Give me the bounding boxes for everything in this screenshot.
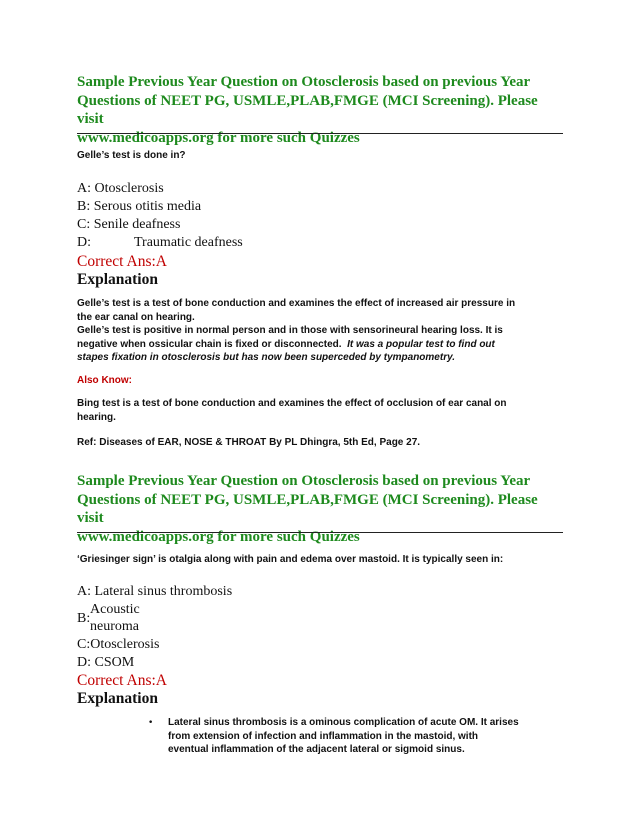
explanation-segment: negative when ossicular chain is fixed or disconnected. <box>77 338 342 350</box>
also-know-body <box>77 397 567 424</box>
option-c <box>77 636 159 654</box>
option-letter: C: <box>77 637 91 652</box>
option-text: Senile deafness <box>93 217 181 232</box>
quiz-header <box>77 73 567 147</box>
option-text <box>90 601 170 635</box>
explanation-italic: stapes fixation in otosclerosis but has now been superceded by tympanometry. <box>77 352 456 363</box>
option-letter: D: <box>77 235 91 250</box>
option-d <box>77 234 243 252</box>
header-line: Questions of NEET PG, USMLE,PLAB,FMGE (MCI Screening). Please visit <box>77 491 538 526</box>
header-divider <box>77 532 563 533</box>
option-letter: D: <box>77 655 91 670</box>
bullet-text <box>168 716 568 757</box>
header-line: Sample Previous Year Question on Otosclerosis based on previous Year <box>77 74 531 90</box>
explanation-line: Gelle’s test is a test of bone conduction and examines the effect of increased air pressure in <box>77 298 516 309</box>
option-text: Otosclerosis <box>94 181 164 196</box>
quiz-header <box>77 472 567 546</box>
explanation-heading: Explanation <box>77 690 158 707</box>
option-text: Lateral sinus thrombosis <box>94 584 233 599</box>
option-text-line: neuroma <box>90 619 139 634</box>
correct-answer: Correct Ans:A <box>77 672 167 689</box>
bullet-line: Lateral sinus thrombosis is a ominous complication of acute OM. It arises <box>168 717 519 728</box>
option-letter: A: <box>77 584 91 599</box>
option-letter: B: <box>77 199 91 214</box>
bullet-line: eventual inflammation of the adjacent lateral or sigmoid sinus. <box>168 744 465 755</box>
explanation-body <box>77 297 567 365</box>
explanation-italic: It was a popular test to find out <box>347 338 495 350</box>
option-letter: A: <box>77 181 91 196</box>
option-a <box>77 180 164 198</box>
bullet-line: from extension of infection and inflammation in the mastoid, with <box>168 730 479 742</box>
header-link-line[interactable]: www.medicoapps.org for more such Quizzes <box>77 528 360 545</box>
option-text: CSOM <box>94 655 135 670</box>
header-line: Sample Previous Year Question on Otosclerosis based on previous Year <box>77 473 531 489</box>
reference-text: Ref: Diseases of EAR, NOSE & THROAT By PL Dhingra, 5th Ed, Page 27. <box>77 437 421 448</box>
option-d <box>77 654 134 672</box>
option-text-line: Acoustic <box>90 602 140 617</box>
option-a <box>77 583 232 601</box>
option-letter: C: <box>77 217 91 232</box>
correct-answer: Correct Ans:A <box>77 253 167 270</box>
bullet-icon: • <box>148 718 154 728</box>
option-text: Traumatic deafness <box>134 235 243 250</box>
option-b <box>77 198 201 216</box>
explanation-italic-line <box>77 351 567 365</box>
explanation-line <box>77 338 567 352</box>
option-text: Otosclerosis <box>90 637 160 652</box>
option-c <box>77 216 180 234</box>
explanation-line: the ear canal on hearing. <box>77 311 195 323</box>
question-text: ‘Griesinger sign’ is otalgia along with pain and edema over mastoid. It is typically seen in: <box>77 554 504 565</box>
explanation-line: Gelle’s test is positive in normal person and in those with sensorineural hearing loss. It is <box>77 325 503 336</box>
header-link-line[interactable]: www.medicoapps.org for more such Quizzes <box>77 129 360 146</box>
question-text: Gelle’s test is done in? <box>77 150 186 161</box>
header-line: Questions of NEET PG, USMLE,PLAB,FMGE (MCI Screening). Please visit <box>77 92 538 127</box>
also-know-heading: Also Know: <box>77 375 132 386</box>
also-know-line: Bing test is a test of bone conduction and examines the effect of occlusion of ear canal on <box>77 398 507 409</box>
option-text: Serous otitis media <box>93 199 202 214</box>
also-know-line: hearing. <box>77 411 116 423</box>
option-letter: B: <box>77 611 91 626</box>
explanation-heading: Explanation <box>77 271 158 288</box>
header-divider <box>77 133 563 134</box>
